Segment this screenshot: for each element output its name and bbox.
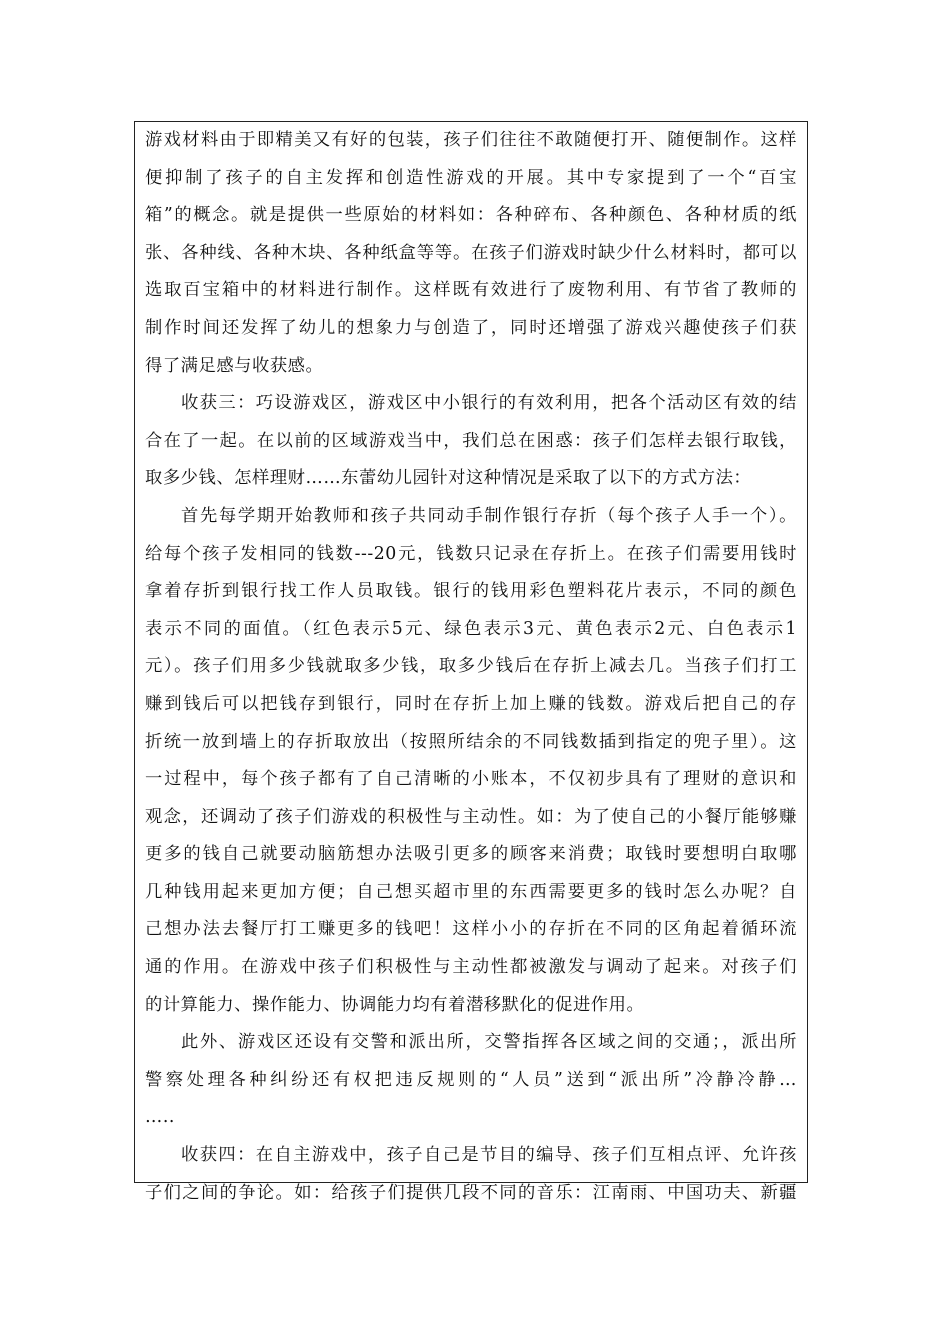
text-line: 收获三：巧设游戏区，游戏区中小银行的有效利用，把各个活动区有效的结 <box>181 393 797 414</box>
text-line: 此外、游戏区还设有交警和派出所，交警指挥各区域之间的交通；，派出所 <box>181 1032 797 1053</box>
text-line: 折统一放到墙上的存折取放出（按照所结余的不同钱数插到指定的兜子里）。这 <box>145 731 797 752</box>
text-line: 警察处理各种纠纷还有权把违反规则的“人员”送到“派出所”冷静冷静… <box>145 1069 797 1090</box>
text-line: 的计算能力、操作能力、协调能力均有着潜移默化的促进作用。 <box>145 994 645 1015</box>
text-line: 制作时间还发挥了幼儿的想象力与创造了，同时还增强了游戏兴趣使孩子们获 <box>145 317 797 338</box>
text-line: 观念，还调动了孩子们游戏的积极性与主动性。如：为了使自己的小餐厅能够赚 <box>145 806 797 827</box>
text-line: 一过程中，每个孩子都有了自己清晰的小账本，不仅初步具有了理财的意识和 <box>145 769 797 790</box>
text-line: 拿着存折到银行找工作人员取钱。银行的钱用彩色塑料花片表示，不同的颜色 <box>145 581 797 602</box>
text-line: 收获四：在自主游戏中，孩子自己是节目的编导、孩子们互相点评、允许孩 <box>181 1145 797 1166</box>
text-line: 己想办法去餐厅打工赚更多的钱吧！这样小小的存折在不同的区角起着循环流 <box>145 919 797 940</box>
text-line: 首先每学期开始教师和孩子共同动手制作银行存折（每个孩子人手一个）。 <box>181 505 797 526</box>
text-line: ….. <box>145 1107 175 1128</box>
text-line: 得了满足感与收获感。 <box>145 355 324 376</box>
text-line: 通的作用。在游戏中孩子们积极性与主动性都被激发与调动了起来。对孩子们 <box>145 957 797 978</box>
text-line: 取多少钱、怎样理财……东蕾幼儿园针对这种情况是采取了以下的方式方法： <box>145 468 752 489</box>
text-line: 选取百宝箱中的材料进行制作。这样既有效进行了废物利用、有节省了教师的 <box>145 280 797 301</box>
text-line: 游戏材料由于即精美又有好的包装，孩子们往往不敢随便打开、随便制作。这样 <box>145 130 797 150</box>
text-line: 几种钱用起来更加方便；自己想买超市里的东西需要更多的钱时怎么办呢？自 <box>145 881 797 902</box>
text-line: 元）。孩子们用多少钱就取多少钱，取多少钱后在存折上减去几。当孩子们打工 <box>145 656 797 677</box>
text-line: 更多的钱自己就要动脑筋想办法吸引更多的顾客来消费；取钱时要想明白取哪 <box>145 844 797 865</box>
text-line: 赚到钱后可以把钱存到银行，同时在存折上加上赚的钱数。游戏后把自己的存 <box>145 693 797 714</box>
document-frame <box>134 121 808 1203</box>
text-line: 箱”的概念。就是提供一些原始的材料如：各种碎布、各种颜色、各种材质的纸 <box>145 205 797 226</box>
text-line: 便抑制了孩子的自主发挥和创造性游戏的开展。其中专家提到了一个“百宝 <box>145 167 797 188</box>
text-line: 表示不同的面值。（红色表示5元、绿色表示3元、黄色表示2元、白色表示1 <box>145 618 797 639</box>
text-line: 合在了一起。在以前的区域游戏当中，我们总在困惑：孩子们怎样去银行取钱， <box>145 430 797 451</box>
text-line: 张、各种线、各种木块、各种纸盒等等。在孩子们游戏时缺少什么材料时，都可以 <box>145 242 797 263</box>
text-line: 子们之间的争论。如：给孩子们提供几段不同的音乐：江南雨、中国功夫、新疆 <box>145 1182 797 1203</box>
text-line: 给每个孩子发相同的钱数---20元，钱数只记录在存折上。在孩子们需要用钱时 <box>145 543 797 564</box>
document-body <box>145 122 797 1212</box>
